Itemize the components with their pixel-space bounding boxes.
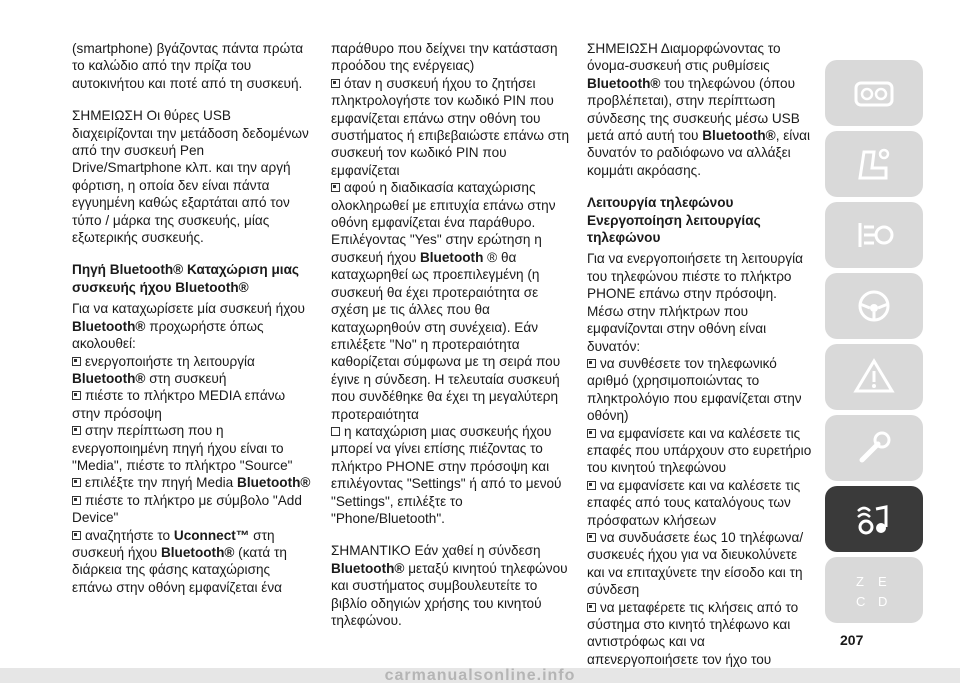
bullet-icon <box>72 357 81 366</box>
list-item: να μεταφέρετε τις κλήσεις από το σύστημα στο κινητό τηλέφωνο και αντιστρόφως και να απενεργοποιήσετε τον ήχο του <box>587 599 799 667</box>
list-item: να συνδυάσετε έως 10 τηλέφωνα/συσκευές ήχου για να διευκολύνετε και να επιταχύνετε την είσοδο και τη σύνδεση <box>587 529 804 598</box>
bullet-icon <box>587 481 596 490</box>
bullet-icon <box>587 429 596 438</box>
svg-text:C: C <box>856 594 866 609</box>
tab-multimedia[interactable] <box>825 486 923 552</box>
usb-note-paragraph: ΣΗΜΕΙΩΣΗ Οι θύρες USB διαχειρίζονται την μετάδοση δεδομένων από την συσκευή Pen Drive/Smartphone κλπ. και την αργή φόρτιση, η οποία δεν είναι πάντα εγγυημένη καθώς εξαρτάται από τον τύπο / μάρκα της συσκευής, μίας εξωτερικής συσκευής. <box>72 108 309 246</box>
tab-seats[interactable] <box>825 131 923 197</box>
paragraph: παράθυρο που δείχνει την κατάσταση προόδου της ενέργειας) <box>331 41 558 74</box>
list-item: αφού η διαδικασία καταχώρισης ολοκληρωθεί με επιτυχία επάνω στην οθόνη εμφανίζεται ένα παράθυρο. Επιλέγοντας "Yes" στην ερώτηση η συσκευή ήχου Bluetooth ® θα καταχωρηθεί ως προεπιλεγμένη (η συσκευή θα έχει προτεραιότητα σε σχέση με τις άλλες που θα καταχωρηθούν στη συνέχεια). Εάν επιλέξετε "No" η προτεραιότητα καθορίζεται σύμφωνα με τη σειρά που έγινε η σύνδεση. Η τελευταία συσκευή που συνδέθηκε θα έχει τη μεγαλύτερη προτεραιότητα <box>331 180 561 422</box>
bullet-icon <box>72 426 81 435</box>
list-item: να εμφανίσετε και να καλέσετε τις επαφές που υπάρχουν στο ευρετήριο του κινητού τηλεφώνου <box>587 425 812 476</box>
svg-text:D: D <box>878 594 888 609</box>
important-note: ΣΗΜΑΝΤΙΚΟ Εάν χαθεί η σύνδεση Bluetooth® μεταξύ κινητού τηλεφώνου και συστήματος συμβουλευτείτε το βιβλίο οδηγιών χρήσης του κινητού τηλεφώνου. <box>331 543 568 628</box>
seat-icon <box>850 140 898 188</box>
list-item: ενεργοποιήστε τη λειτουργία Bluetooth® στη συσκευή <box>72 353 255 386</box>
list-item: στην περίπτωση που η ενεργοποιημένη πηγή ήχου είναι το "Media", πιέστε το πλήκτρο "Source" <box>72 423 293 473</box>
intro-paragraph: Για να καταχωρίσετε μία συσκευή ήχου Bluetooth® προχωρήστε όπως ακολουθεί: <box>72 301 305 352</box>
steering-wheel-icon <box>850 282 898 330</box>
text-column-1 <box>72 40 312 596</box>
svg-text:E: E <box>878 574 887 589</box>
bullet-icon <box>72 478 81 487</box>
bullet-icon <box>331 183 340 192</box>
text-column-2 <box>331 40 571 629</box>
list-item: επιλέξτε την πηγή Media Bluetooth® <box>72 474 312 491</box>
chapter-tabs <box>825 60 923 628</box>
tab-index[interactable] <box>825 557 923 623</box>
list-item: να εμφανίσετε και να καλέσετε τις επαφές από τους καταλόγους των πρόσφατων κλήσεων <box>587 477 801 528</box>
tab-dashboard[interactable] <box>825 60 923 126</box>
list-item: αναζητήστε το Uconnect™ στη συσκευή ήχου Bluetooth® (κατά τη διάρκεια της φάσης καταχώρισης επάνω στην οθόνη εμφανίζεται ένα <box>72 527 287 595</box>
car-dashboard-icon <box>850 69 898 117</box>
tab-lights[interactable] <box>825 202 923 268</box>
wrench-icon <box>850 424 898 472</box>
tab-warning[interactable] <box>825 344 923 410</box>
list-item: πιέστε το πλήκτρο με σύμβολο "Add Device" <box>72 492 302 526</box>
multimedia-icon <box>850 495 898 543</box>
bullet-icon <box>587 603 596 612</box>
index-icon <box>850 566 898 614</box>
note-paragraph: ΣΗΜΕΙΩΣΗ Διαμορφώνοντας το όνομα-συσκευή στις ρυθμίσεις Bluetooth® του τηλεφώνου (όπου προβλέπεται), στην περίπτωση σύνδεσης της συσκευής μέσω USB μετά από αυτή του Bluetooth®, είναι δυνατόν το ραδιόφωνο να αλλάξει κομμάτι ακρόασης. <box>587 41 810 178</box>
text-column-3 <box>587 40 817 668</box>
svg-text:Z: Z <box>856 574 864 589</box>
intro-paragraph: Για να ενεργοποιήσετε τη λειτουργία του τηλεφώνου πιέστε το πλήκτρο PHONE επάνω στην πρόσοψη. Μέσω στην πλήκτρων που εμφανίζονται στην οθόνη είναι δυνατόν: <box>587 251 803 354</box>
light-icon <box>850 211 898 259</box>
list-item: όταν η συσκευή ήχου το ζητήσει πληκτρολογήστε τον κωδικό PIN που εμφανίζεται επάνω στην οθόνη του συστήματος ή επιβεβαιώστε επάνω στη συσκευή τον κωδικό PIN που εμφανίζεται <box>331 75 570 178</box>
bullet-icon <box>587 533 596 542</box>
list-item: η καταχώριση μιας συσκευής ήχου μπορεί να γίνει επίσης πιέζοντας το πλήκτρο PHONE στην πρόσοψη και επιλέγοντας "Settings" ή από το μενού "Settings", επιλέξτε το "Phone/Bluetooth". <box>331 423 562 526</box>
watermark: carmanualsonline.info <box>0 668 960 683</box>
list-item: να συνθέσετε τον τηλεφωνικό αριθμό (χρησιμοποιώντας το πληκτρολόγιο που εμφανίζεται στην οθόνη) <box>587 355 802 424</box>
bullet-icon <box>331 427 340 436</box>
paragraph: (smartphone) βγάζοντας πάντα πρώτα το καλώδιο από την πρίζα του αυτοκινήτου και ποτέ από τη συσκευή. <box>72 41 304 91</box>
bullet-icon <box>331 79 340 88</box>
bullet-icon <box>72 391 81 400</box>
tab-steering[interactable] <box>825 273 923 339</box>
warning-triangle-icon <box>850 353 898 401</box>
page-number: 207 <box>840 632 864 648</box>
bullet-icon <box>72 531 81 540</box>
tab-maintenance[interactable] <box>825 415 923 481</box>
section-heading: Λειτουργία τηλεφώνου Ενεργοποίηση λειτουργίας τηλεφώνου <box>587 195 761 246</box>
list-item: πιέστε το πλήκτρο MEDIA επάνω στην πρόσοψη <box>72 388 286 421</box>
bullet-icon <box>587 359 596 368</box>
section-heading: Πηγή Bluetooth® Καταχώριση μιας συσκευής ήχου Bluetooth® <box>72 262 299 295</box>
bullet-icon <box>72 496 81 505</box>
